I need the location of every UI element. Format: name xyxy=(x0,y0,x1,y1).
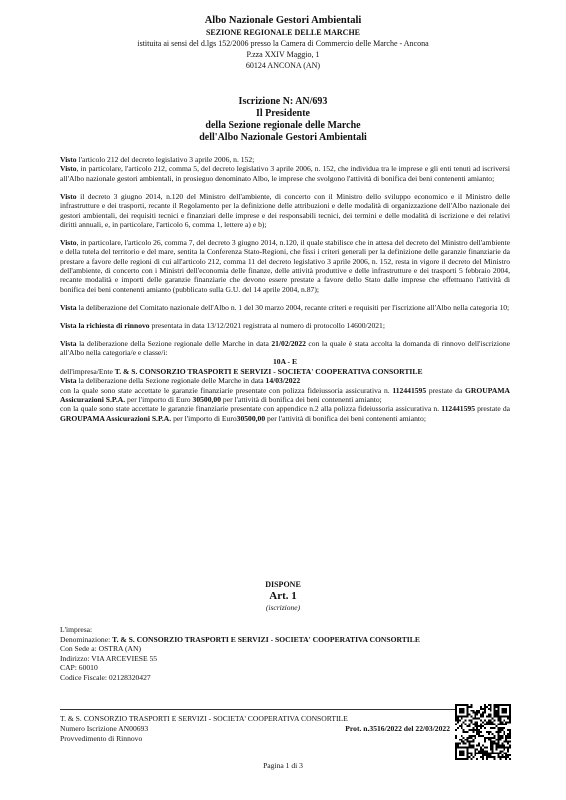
section-title: della Sezione regionale delle Marche xyxy=(205,120,361,131)
vista-label: Vista la richiesta di rinnovo xyxy=(60,320,150,330)
company-intro: L'impresa: xyxy=(60,625,93,634)
article-subtitle: (iscrizione) xyxy=(265,603,301,612)
insurer-name: GROUPAMA Assicurazioni S.P.A. xyxy=(60,385,510,405)
impresa-name: T. & S. CONSORZIO TRASPORTI E SERVIZI - SOCIETA' COOPERATIVA CONSORTILE xyxy=(114,366,423,376)
deliberation-date: 21/02/2022 xyxy=(271,338,306,348)
paragraph-text: presentata in data 13/12/2021 registrata al numero di protocollo 14600/2021; xyxy=(149,320,385,330)
article-title: Art. 1 xyxy=(269,590,297,602)
paragraph-text: prestate da xyxy=(475,404,511,414)
vista-label: Vista xyxy=(60,338,77,348)
visto-label: Visto xyxy=(60,155,77,164)
paragraph-text: la deliberazione della Sezione regionale delle Marche in data xyxy=(76,338,272,348)
deliberation-date: 14/03/2022 xyxy=(265,376,301,386)
company-tax-code: Codice Fiscale: 02128320427 xyxy=(60,672,151,682)
footer-registration-number: Numero Iscrizione AN00693 xyxy=(60,724,149,733)
document-header xyxy=(0,14,566,71)
qr-code-icon xyxy=(455,704,511,760)
dispone-label: DISPONE xyxy=(265,580,301,589)
vista-label: Vista xyxy=(60,302,77,312)
company-sede: Con Sede a: OSTRA (AN) xyxy=(60,644,141,654)
paragraph-text: , in particolare, l'articolo 212, comma 5, del decreto legislativo 3 aprile 2006, n. 152, che individua tra le imprese e gli enti tenuti ad iscriversi all'Albo nazionale gestori ambientali, in prosieguo denominato Albo, le imprese che svolgono l'attività di bonifica dei beni contenenti amianto; xyxy=(60,164,510,183)
org-name: Albo Nazionale Gestori Ambientali xyxy=(204,15,362,26)
paragraph-vista-7 xyxy=(60,376,510,385)
paragraph-text: con la quale è stata accolta la domanda di rinnovo dell'iscrizione all'Albo nella categoria/e e classe/i: xyxy=(60,338,510,357)
paragraph-text: l'articolo 212 del decreto legislativo 3 aprile 2006, n. 152; xyxy=(76,155,255,164)
paragraph-vista-6 xyxy=(60,339,510,358)
paragraph-text: la deliberazione della Sezione regionale delle Marche in data xyxy=(76,376,266,386)
city: 60124 ANCONA (AN) xyxy=(245,61,321,70)
paragraph-text: la deliberazione del Comitato nazionale dell'Albo n. 1 del 30 marzo 2004, recante criteri e requisiti per l'iscrizione all'Albo nella categoria 10; xyxy=(76,302,510,312)
footer-row xyxy=(60,724,450,734)
company-denomination xyxy=(60,635,500,645)
paragraph-text: per l'importo di Euro xyxy=(125,395,193,405)
paragraph-text: per l'attività di bonifica dei beni contenenti amianto; xyxy=(221,395,382,405)
footer-company: T. & S. CONSORZIO TRASPORTI E SERVIZI - SOCIETA' COOPERATIVA CONSORTILE xyxy=(60,714,348,723)
paragraph-visto-3 xyxy=(60,238,510,294)
footer-provvedimento: Provvedimento di Rinnovo xyxy=(60,734,143,743)
legal-basis: istituita ai sensi del d.lgs 152/2006 presso la Camera di Commercio delle Marche - Ancona xyxy=(137,39,429,48)
footer-divider xyxy=(60,709,510,710)
paragraph-text: con la quale sono state accettate le garanzie finanziarie presentate con polizza fideiussoria assicurativa n. xyxy=(60,385,393,395)
document-footer xyxy=(60,714,450,744)
category-class xyxy=(60,357,510,366)
visto-label: Visto xyxy=(60,237,77,247)
amount: 30500,00 xyxy=(192,395,221,405)
page-number: Pagina 1 di 3 xyxy=(263,761,303,770)
policy-number: 112441595 xyxy=(441,404,475,414)
category-value: 10A - E xyxy=(272,357,298,367)
registration-number: Iscrizione N: AN/693 xyxy=(238,96,328,107)
impresa-line xyxy=(60,367,510,376)
dispone-block xyxy=(0,580,566,612)
paragraph-text: per l'attività di bonifica dei beni contenenti amianto; xyxy=(265,413,426,423)
paragraph-vista-5 xyxy=(60,321,510,330)
paragraph-visto-1 xyxy=(60,155,510,183)
denomination-value: T. & S. CONSORZIO TRASPORTI E SERVIZI - SOCIETA' COOPERATIVA CONSORTILE xyxy=(112,634,420,644)
policy-number: 112441595 xyxy=(392,385,427,395)
address: P.zza XXIV Maggio, 1 xyxy=(246,50,320,59)
paragraph-text: , in particolare, l'articolo 26, comma 7, del decreto 3 giugno 2014, n.120, il quale stabilisce che in attesa del decreto del Ministro dell'ambiente e della tutela del territorio e del mare, sentita la Conferenza Stato-Regioni, che fissi i criteri generali per la definizione delle garanzie finanziarie da prestare a favore delle regioni di cui all'articolo 212, comma 11 del decreto legislativo 3 aprile 2006, n. 152, resta in vigore il decreto del Ministro dell'ambiente, di concerto con i Ministri dell'economia delle finanze, delle attività produttive e delle infrastrutture e dei trasporti 5 febbraio 2004, recante modalità e importi delle garanzie finanziarie che devono essere prestate a favore dello Stato dalle imprese che effettuano l'attività di bonifica dei beni contenenti amianto (pubblicato sulla G.U. del 14 aprile 2004, n.87); xyxy=(60,237,510,294)
paragraph-visto-2 xyxy=(60,192,510,230)
company-cap: CAP: 60010 xyxy=(60,663,98,673)
company-address: Indirizzo: VIA ARCEVIESE 55 xyxy=(60,653,158,663)
visto-label: Visto xyxy=(60,164,77,174)
document-body xyxy=(60,155,510,423)
visto-label: Visto xyxy=(60,191,77,201)
amount: 30500,00 xyxy=(236,413,266,423)
insurer-name: GROUPAMA Assicurazioni S.P.A. xyxy=(60,413,172,423)
paragraph-vista-4 xyxy=(60,303,510,312)
albo-title: dell'Albo Nazionale Gestori Ambientali xyxy=(199,132,367,143)
document-title xyxy=(0,96,566,144)
president-title: Il Presidente xyxy=(256,108,310,119)
section-name: SEZIONE REGIONALE DELLE MARCHE xyxy=(205,28,361,37)
guarantee-paragraph-1 xyxy=(60,386,510,405)
denomination-label: Denominazione: xyxy=(60,634,113,644)
vista-label: Vista xyxy=(60,376,77,386)
paragraph-text: prestate da xyxy=(426,385,465,395)
impresa-prefix: dell'impresa/Ente xyxy=(60,366,115,376)
company-details xyxy=(60,625,500,683)
paragraph-text: con la quale sono state accettate le garanzie finanziarie presentate con appendice n.2 alla polizza fideiussoria assicurativa n. xyxy=(60,404,442,414)
paragraph-text: per l'importo di Euro xyxy=(171,413,237,423)
footer-protocol: Prot. n.3516/2022 del 22/03/2022 xyxy=(345,724,450,733)
paragraph-text: il decreto 3 giugno 2014, n.120 del Ministro dell'ambiente, di concerto con il Ministro dello sviluppo economico e il Ministro delle infrastrutture e dei trasporti, recante il Regolamento per la definizione delle attribuzioni e delle modalità di organizzazione dell'Albo nazionale dei gestori ambientali, dei requisiti tecnici e finanziari delle imprese e dei responsabili tecnici, dei termini e delle modalità di iscrizione e dei relativi diritti annuali, e, in particolare, l'articolo 6, comma 1, lettere a) e b); xyxy=(60,191,510,229)
guarantee-paragraph-2 xyxy=(60,404,510,423)
